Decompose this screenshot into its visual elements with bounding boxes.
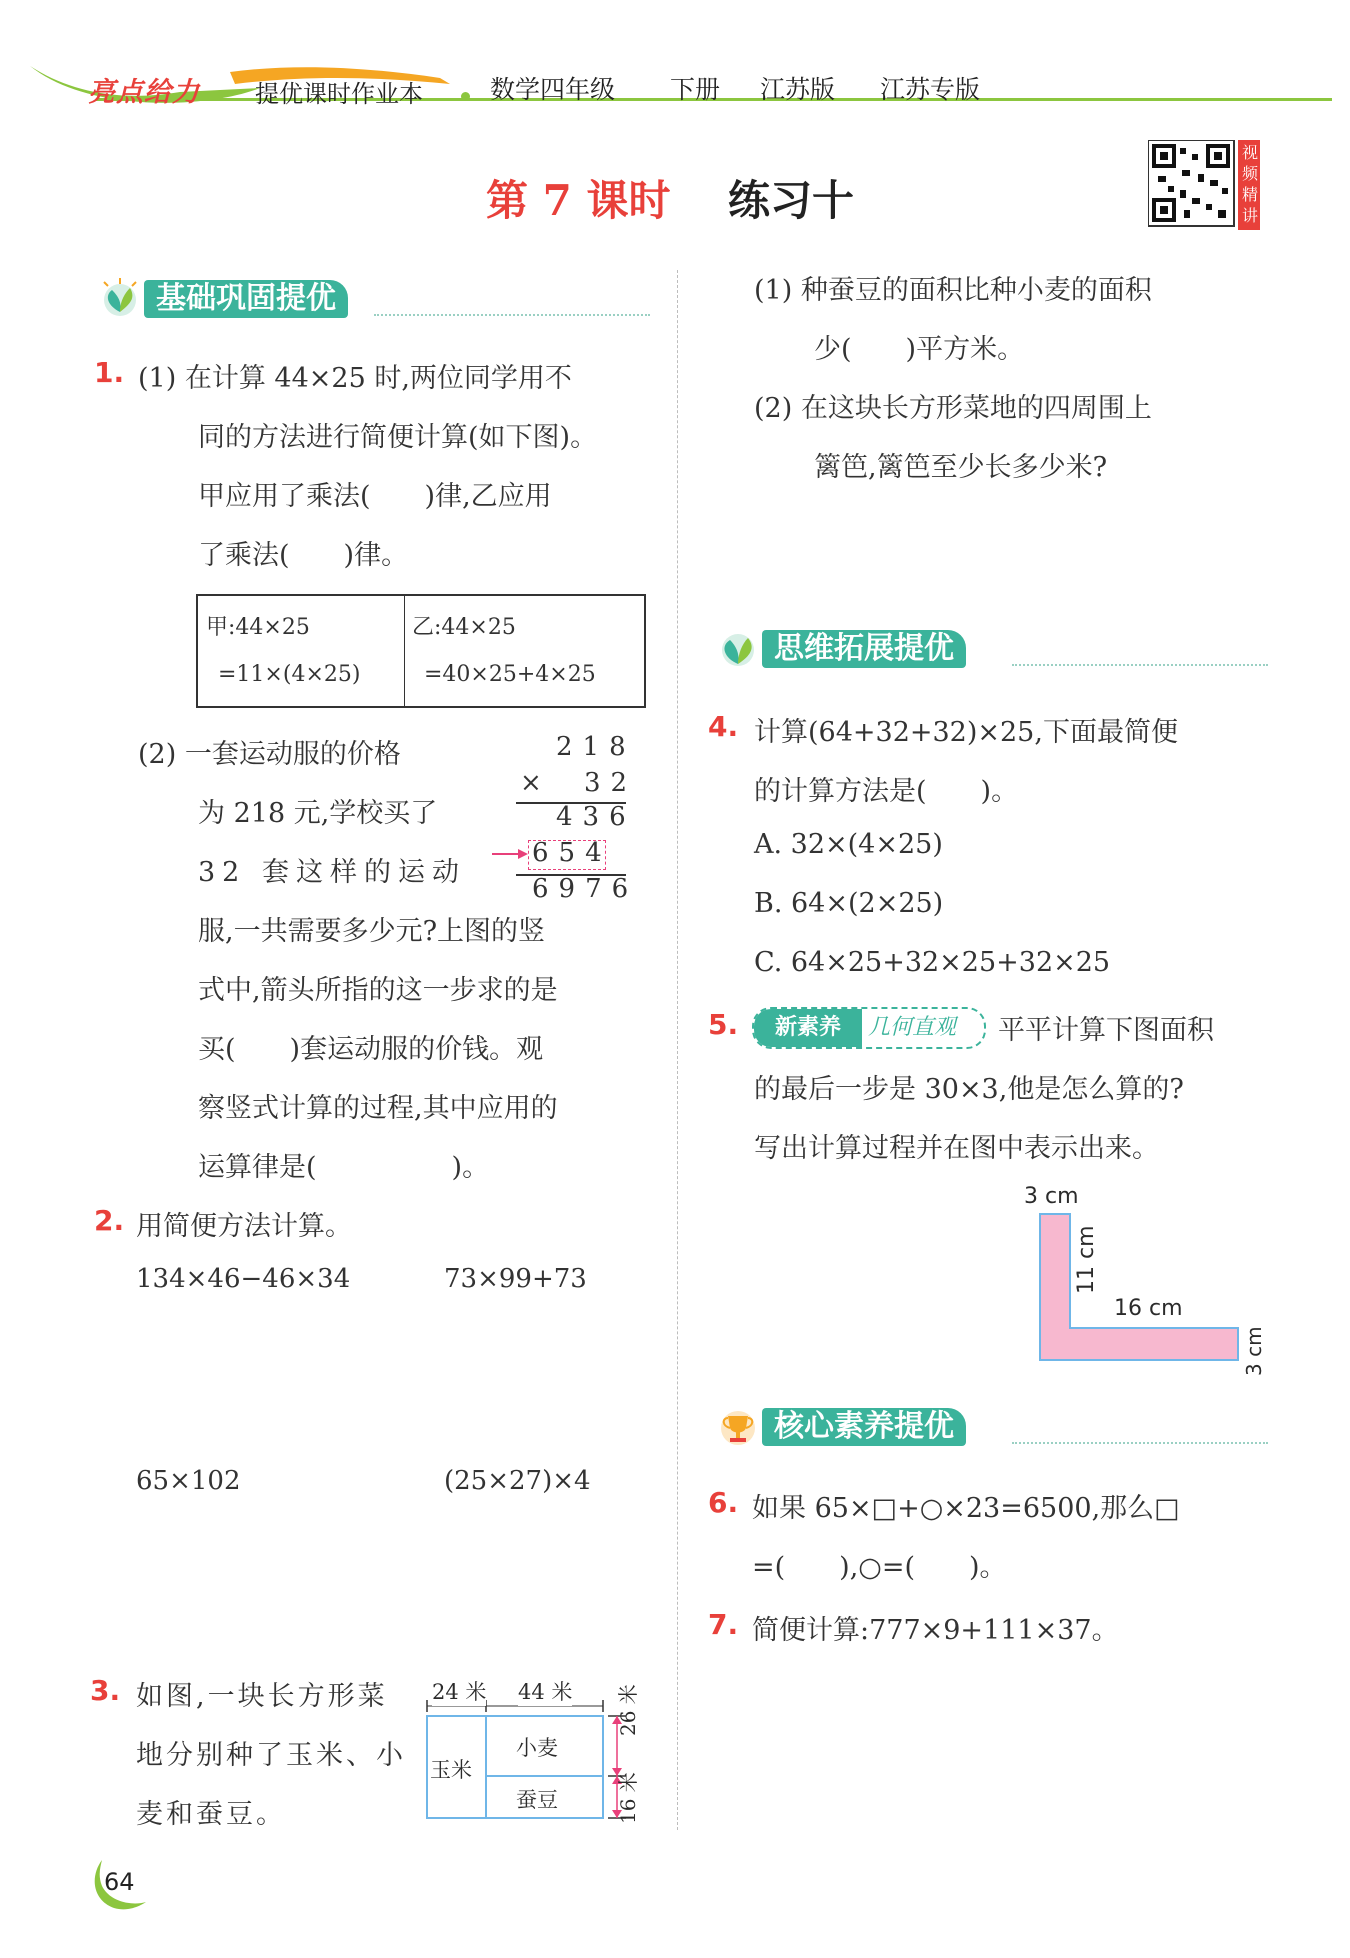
q1-text: (1) 在计算 44×25 时,两位同学用不 [138,363,572,394]
q1-text: 了乘法( )律。 [198,540,409,571]
header-dot-icon [461,92,470,101]
field-top-left-label: 24 米 [432,1676,486,1706]
q1-text: 察竖式计算的过程,其中应用的 [198,1093,558,1124]
sprout-icon [94,276,150,322]
question-number: 1. [94,356,125,389]
q4-text: 的计算方法是( )。 [754,776,1019,807]
question-number: 6. [708,1486,739,1519]
lesson-number: 第 7 课时 [486,176,671,225]
q6-text: =( ),○=( )。 [752,1552,1007,1583]
q3-text: 麦和蚕豆。 [136,1799,286,1830]
l-shape-right-label: 3 cm [1242,1326,1266,1376]
l-shape-diagram [1010,1180,1280,1380]
l-shape-vertical-label: 11 cm [1074,1225,1099,1294]
section-rule [374,314,650,316]
field-diagram [426,1680,654,1824]
q1-text: 运算律是( )。 [198,1152,490,1183]
question-number: 4. [708,710,739,743]
q3-text: 地分别种了玉米、小 [136,1740,406,1771]
q2-item: 134×46−46×34 [136,1264,351,1294]
field-top-right-label: 44 米 [518,1676,572,1706]
trophy-icon [712,1404,768,1450]
field-right-upper-label: 26 米 [616,1684,640,1736]
section-thinking [712,626,1268,672]
method-a-line2: =11×(4×25) [218,662,361,687]
question-number: 2. [94,1204,125,1237]
literacy-badge [752,1007,986,1049]
vertical-row-partial2: 654 [532,838,612,868]
question-number: 5. [708,1008,739,1041]
vertical-row-multiplier: 32 [584,768,638,798]
q7-text: 简便计算:777×9+111×37。 [752,1615,1119,1646]
method-b-line2: =40×25+4×25 [424,662,596,687]
q3-text: 如图,一块长方形菜 [136,1681,388,1712]
question-number: 3. [90,1674,121,1707]
section-rule [1012,664,1268,666]
q3-sub-text: (1) 种蚕豆的面积比种小麦的面积 [754,275,1152,306]
section-title: 思维拓展提优 [762,630,966,668]
q4-option-c: C. 64×25+32×25+32×25 [754,947,1111,978]
question-number: 7. [708,1608,739,1641]
q5-text: 写出计算过程并在图中表示出来。 [754,1133,1159,1164]
header-subject: 数学四年级 [490,75,616,104]
q1-text: 同的方法进行简便计算(如下图)。 [198,422,598,453]
brand-title: 亮点给力 [88,77,200,108]
section-title: 核心素养提优 [762,1408,966,1446]
q4-option-a: A. 32×(4×25) [754,829,943,860]
brand-logo [30,62,470,114]
header-edition: 江苏版 [760,75,836,104]
section-core [712,1404,1268,1450]
brand-subtitle: 提优课时作业本 [255,80,423,108]
q1-text: 32 套这样的运动 [198,857,466,888]
column-divider [677,270,678,1830]
q1-text: 式中,箭头所指的这一步求的是 [198,975,558,1006]
q3-sub-text: (2) 在这块长方形菜地的四周围上 [754,393,1152,424]
lesson-title: 练习十 [728,176,855,225]
q6-text: 如果 65×□+○×23=6500,那么□ [752,1493,1180,1524]
badge-geometry-intuition: 几何直观 [868,1015,957,1040]
q3-sub-text: 篱笆,篱笆至少长多少米? [814,452,1108,483]
sprout-icon [712,626,768,672]
q5-text: 的最后一步是 30×3,他是怎么算的? [754,1074,1184,1105]
field-bean-label: 蚕豆 [516,1788,558,1812]
field-corn-label: 玉米 [430,1758,472,1782]
arrow-right-icon [490,846,530,862]
l-shape [1010,1180,1280,1380]
l-shape-top-label: 3 cm [1024,1184,1079,1209]
page-number: 64 [104,1868,135,1896]
section-basic [94,276,650,322]
field-right-lower-label: 16 米 [616,1772,640,1824]
q2-item: (25×27)×4 [444,1466,591,1496]
q4-text: 计算(64+32+32)×25,下面最简便 [754,717,1178,748]
vertical-row-multiplicand: 218 [556,732,636,762]
field-wheat-label: 小麦 [516,1736,558,1760]
header-special: 江苏专版 [880,75,981,104]
vertical-row-partial1: 436 [556,802,636,832]
q2-item: 65×102 [136,1466,241,1496]
method-table [196,594,646,708]
section-title: 基础巩固提优 [144,280,348,318]
q5-text: 平平计算下图面积 [998,1015,1214,1046]
l-shape-horizontal-label: 16 cm [1114,1296,1183,1321]
method-b-line1: 乙:44×25 [412,615,516,640]
method-a-line1: 甲:44×25 [206,615,310,640]
q1-text: (2) 一套运动服的价格 [138,739,401,770]
table-divider [404,596,405,706]
q2-item: 73×99+73 [444,1264,587,1294]
q2-instruction: 用简便方法计算。 [136,1211,352,1242]
q1-text: 买( )套运动服的价钱。观 [198,1034,544,1065]
q1-text: 为 218 元,学校买了 [198,798,438,829]
qr-label: 视频精讲 [1241,143,1258,225]
q3-sub-text: 少( )平方米。 [814,334,1025,365]
vertical-row-result: 6976 [532,874,639,904]
vertical-times-sign: × [520,768,552,798]
section-rule [1012,1442,1268,1444]
badge-new-literacy: 新素养 [754,1009,862,1047]
header-volume: 下册 [670,75,721,104]
q1-text: 服,一共需要多少元?上图的竖 [198,916,546,947]
q1-text: 甲应用了乘法( )律,乙应用 [198,481,552,512]
q4-option-b: B. 64×(2×25) [754,888,944,919]
